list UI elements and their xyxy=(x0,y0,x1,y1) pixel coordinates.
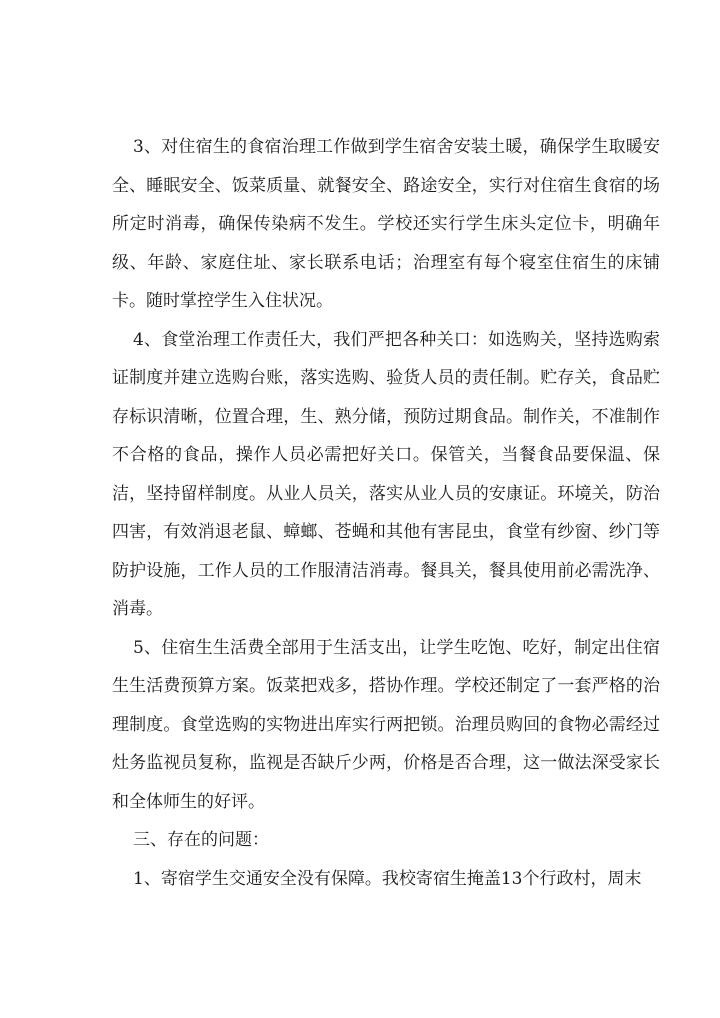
paragraph-item-5: 5、住宿生生活费全部用于生活支出，让学生吃饱、吃好，制定出住宿生生活费预算方案。饭菜把戏多，搭协作理。学校还制定了一套严格的治理制度。食堂选购的实物进出库实行两把锁。治理员购回的食物必需经过灶务监视员复称，监视是否缺斤少两，价格是否合理，这一做法深受家长和全体师生的好评。 xyxy=(112,637,660,812)
paragraph-item-3: 3、对住宿生的食宿治理工作做到学生宿舍安装土暖，确保学生取暖安全、睡眠安全、饭菜质量、就餐安全、路途安全，实行对住宿生食宿的场所定时消毒，确保传染病不发生。学校还实行学生床头定位卡，明确年级、年龄、家庭住址、家长联系电话；治理室有每个寝室住宿生的床铺卡。随时掌控学生入住状况。 xyxy=(112,137,660,311)
paragraph-problem-1: 1、寄宿学生交通安全没有保障。我校寄宿生掩盖13个行政村，周末 xyxy=(133,868,642,889)
document-body xyxy=(112,128,660,898)
paragraph-item-4: 4、食堂治理工作责任大，我们严把各种关口：如选购关，坚持选购索证制度并建立选购台账，落实选购、验货人员的责任制。贮存关，食品贮存标识清晰，位置合理，生、熟分储，预防过期食品。制作关，不准制作不合格的食品，操作人员必需把好关口。保管关，当餐食品要保温、保洁，坚持留样制度。从业人员关，落实从业人员的安康证。环境关，防治四害，有效消退老鼠、蟑螂、苍蝇和其他有害昆虫，食堂有纱窗、纱门等防护设施，工作人员的工作服清洁消毒。餐具关，餐具使用前必需洗净、消毒。 xyxy=(112,329,660,619)
section-heading-problems: 三、存在的问题： xyxy=(133,830,269,850)
